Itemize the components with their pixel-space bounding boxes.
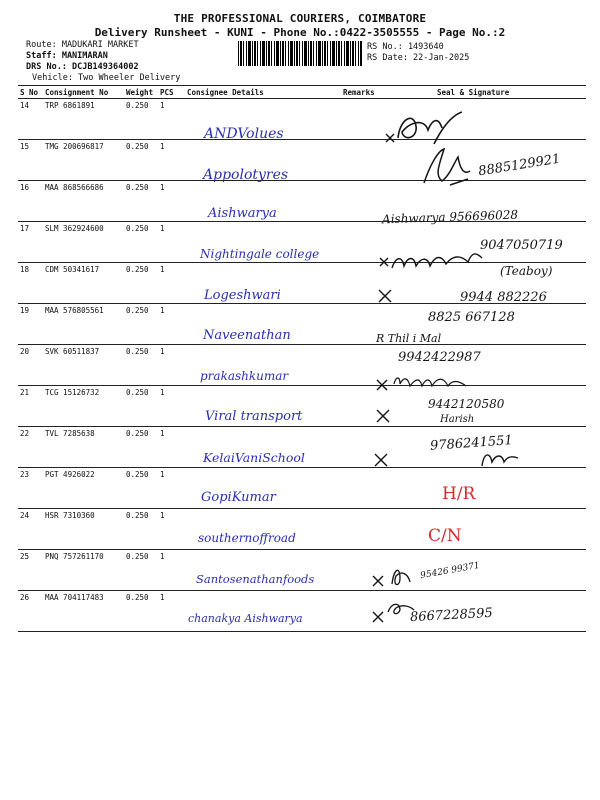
cross-mark-19	[376, 286, 396, 306]
hw-consignee-25: Santosenathanfoods	[196, 572, 315, 586]
signature-15	[420, 145, 480, 189]
table-row: 20 SVK 60511837 0.250 1	[18, 345, 586, 386]
runsheet-subtitle: Delivery Runsheet - KUNI - Phone No.:0422-3505555 - Page No.:2	[94, 26, 506, 39]
cross-mark-22	[374, 406, 394, 426]
col-pcs: PCS	[158, 86, 185, 99]
table-row: 18 CDM 50341617 0.250 1	[18, 263, 586, 304]
route-label: Route: MADUKARI MARKET	[26, 40, 139, 50]
signature-18	[376, 248, 486, 274]
hw-phone-19a: 9944 882226	[460, 290, 547, 305]
hw-phone-26: 8667228595	[409, 605, 494, 626]
col-sno: S No	[18, 86, 43, 99]
hw-signature-22: Harish	[440, 414, 475, 425]
rs-date: RS Date: 22-Jan-2025	[367, 53, 470, 63]
signature-25	[370, 562, 420, 592]
vehicle-label: Vehicle: Two Wheeler Delivery	[32, 73, 181, 83]
hw-consignee-20: prakashkumar	[200, 369, 289, 383]
rs-number: RS No.: 1493640	[367, 42, 444, 52]
hw-consignee-26: chanakya Aishwarya	[188, 612, 303, 625]
hw-consignee-15: Appolotyres	[203, 167, 289, 183]
hw-phone-15: 8885129921	[477, 151, 562, 180]
hw-consignee-21: Viral transport	[205, 409, 303, 424]
hw-phone-20: 9942422987	[398, 350, 481, 365]
hw-phone-22: 9442120580	[428, 397, 505, 411]
hw-consignee-22: KelaiVaniSchool	[203, 450, 305, 465]
hw-phone-25: 95426 99371	[419, 560, 481, 582]
hw-consignee-14: ANDVolues	[204, 126, 284, 142]
signature-21	[374, 368, 474, 398]
table-row: 15 TMG 200696817 0.250 1	[18, 140, 586, 181]
hw-consignee-17: Nightingale college	[200, 247, 320, 261]
hw-signature-20: R Thil i Mal	[376, 332, 442, 345]
staff-label: Staff: MANIMARAN	[26, 51, 108, 61]
hw-remark-25: C/N	[428, 526, 462, 546]
hw-phone-23: 9786241551	[429, 433, 514, 454]
hw-consignee-24: southernoffroad	[198, 531, 296, 545]
col-consignment: Consignment No	[43, 86, 124, 99]
col-signature: Seal & Signature	[397, 86, 586, 99]
barcode	[238, 41, 362, 66]
col-weight: Weight	[124, 86, 158, 99]
table-row: 25 PNQ 757261170 0.250 1	[18, 550, 586, 591]
drs-number: DRS No.: DCJB149364002	[26, 62, 139, 72]
table-row: 21 TCG 15126732 0.250 1	[18, 386, 586, 427]
hw-consignee-16: Aishwarya	[208, 206, 277, 221]
hw-consignee-18: Logeshwari	[204, 288, 281, 303]
company-title: THE PROFESSIONAL COURIERS, COIMBATORE	[173, 12, 427, 25]
table-row: 19 MAA 576805561 0.250 1	[18, 304, 586, 345]
signature-23	[372, 446, 522, 472]
hw-consignee-23: GopiKumar	[201, 490, 276, 505]
table-row: 22 TVL 7285638 0.250 1	[18, 427, 586, 468]
table-row: 17 SLM 362924600 0.250 1	[18, 222, 586, 263]
table-row: 14 TRP 6861891 0.250 1	[18, 99, 586, 140]
hw-phone-19b: 8825 667128	[428, 310, 515, 325]
col-remarks: Remarks	[341, 86, 397, 99]
hw-consignee-19: Naveenathan	[203, 328, 291, 343]
hw-signature-17: Aishwarya 956696028	[381, 207, 519, 227]
table-row: 24 HSR 7310360 0.250 1	[18, 509, 586, 550]
table-row: 16 MAA 868566686 0.250 1	[18, 181, 586, 222]
table-row: 26 MAA 704117483 0.250 1	[18, 591, 586, 632]
hw-phone-18: 9047050719	[480, 238, 563, 253]
table-header	[18, 86, 586, 99]
col-consignee: Consignee Details	[185, 86, 341, 99]
table-row: 23 PGT 4926022 0.250 1	[18, 468, 586, 509]
hw-remark-24: H/R	[442, 484, 476, 504]
hw-note-18: (Teaboy)	[500, 264, 553, 278]
